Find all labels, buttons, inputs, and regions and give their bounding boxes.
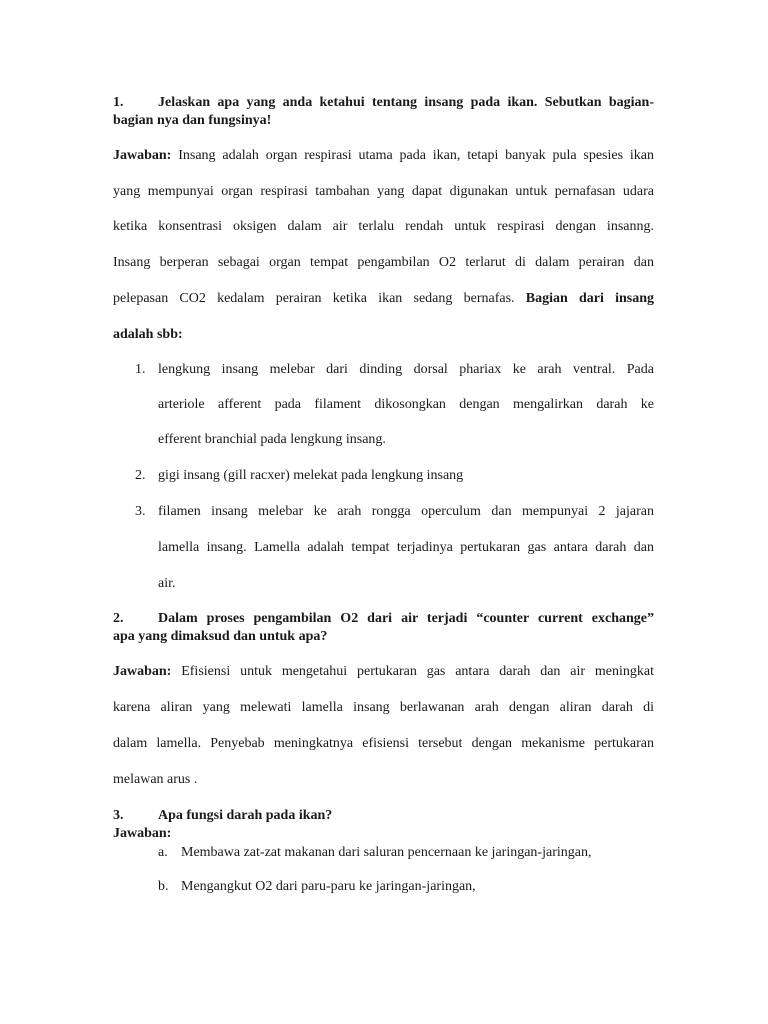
q1-parts-bold-2: adalah sbb:: [113, 327, 183, 342]
q3-list-marker-a: a.: [158, 845, 168, 860]
q1-number: 1.: [113, 95, 124, 110]
q2-answer-line2: karena aliran yang melewati lamella insang berlawanan arah dengan aliran darah di: [113, 700, 654, 715]
q2-answer-line1: [113, 664, 654, 680]
q1-answer-line2: yang mempunyai organ respirasi tambahan yang dapat digunakan untuk pernafasan udara: [113, 184, 654, 199]
q1-list-1-line1: lengkung insang melebar dari dinding dorsal phariax ke arah ventral. Pada: [158, 362, 654, 377]
q2-answer-text1: Efisiensi untuk mengetahui pertukaran gas antara darah dan air meningkat: [181, 664, 654, 679]
q1-answer-line5: [113, 291, 654, 307]
q1-answer-line3: ketika konsentrasi oksigen dalam air terlalu rendah untuk respirasi dengan insanng.: [113, 219, 654, 234]
q1-list-3-line1: filamen insang melebar ke arah rongga operculum dan mempunyai 2 jajaran: [158, 504, 654, 519]
q1-list-1-line2: arteriole afferent pada filament dikosongkan dengan mengalirkan darah ke: [158, 397, 654, 412]
q1-question-line2: bagian nya dan fungsinya!: [113, 113, 272, 128]
q3-answer-label: Jawaban:: [113, 826, 172, 841]
q3-question: Apa fungsi darah pada ikan?: [158, 808, 333, 823]
q2-answer-line3: dalam lamella. Penyebab meningkatnya efisiensi tersebut dengan mekanisme pertukaran: [113, 736, 654, 751]
q1-answer-label: Jawaban:: [113, 148, 172, 163]
q1-list-marker-1: 1.: [135, 362, 146, 377]
q3-list-marker-b: b.: [158, 879, 169, 894]
q1-list-marker-2: 2.: [135, 468, 146, 483]
q2-answer-label: Jawaban:: [113, 664, 172, 679]
q1-question-line1: Jelaskan apa yang anda ketahui tentang insang pada ikan. Sebutkan bagian-: [158, 95, 654, 110]
q3-list-item-b: Mengangkut O2 dari paru-paru ke jaringan-jaringan,: [181, 879, 476, 894]
q1-list-marker-3: 3.: [135, 504, 146, 519]
q1-answer-text1: Insang adalah organ respirasi utama pada ikan, tetapi banyak pula spesies ikan: [178, 148, 654, 163]
q1-answer-text5: pelepasan CO2 kedalam perairan ketika ikan sedang bernafas.: [113, 291, 515, 306]
q1-list-3-line3: air.: [158, 576, 176, 591]
q1-list-1-line3: efferent branchial pada lengkung insang.: [158, 432, 386, 447]
q1-parts-bold-1: Bagian dari insang: [525, 291, 654, 306]
q2-number: 2.: [113, 611, 124, 626]
q1-list-2-line1: gigi insang (gill racxer) melekat pada lengkung insang: [158, 468, 464, 483]
q2-answer-line4: melawan arus .: [113, 772, 198, 787]
q3-number: 3.: [113, 808, 124, 823]
q2-question-line2: apa yang dimaksud dan untuk apa?: [113, 629, 328, 644]
q2-question-line1: Dalam proses pengambilan O2 dari air terjadi “counter current exchange”: [158, 611, 654, 626]
q3-list-item-a: Membawa zat-zat makanan dari saluran pencernaan ke jaringan-jaringan,: [181, 845, 592, 860]
q1-answer-line4: Insang berperan sebagai organ tempat pengambilan O2 terlarut di dalam perairan dan: [113, 255, 654, 270]
q1-answer-line1: [113, 148, 654, 164]
q1-list-3-line2: lamella insang. Lamella adalah tempat terjadinya pertukaran gas antara darah dan: [158, 540, 654, 555]
